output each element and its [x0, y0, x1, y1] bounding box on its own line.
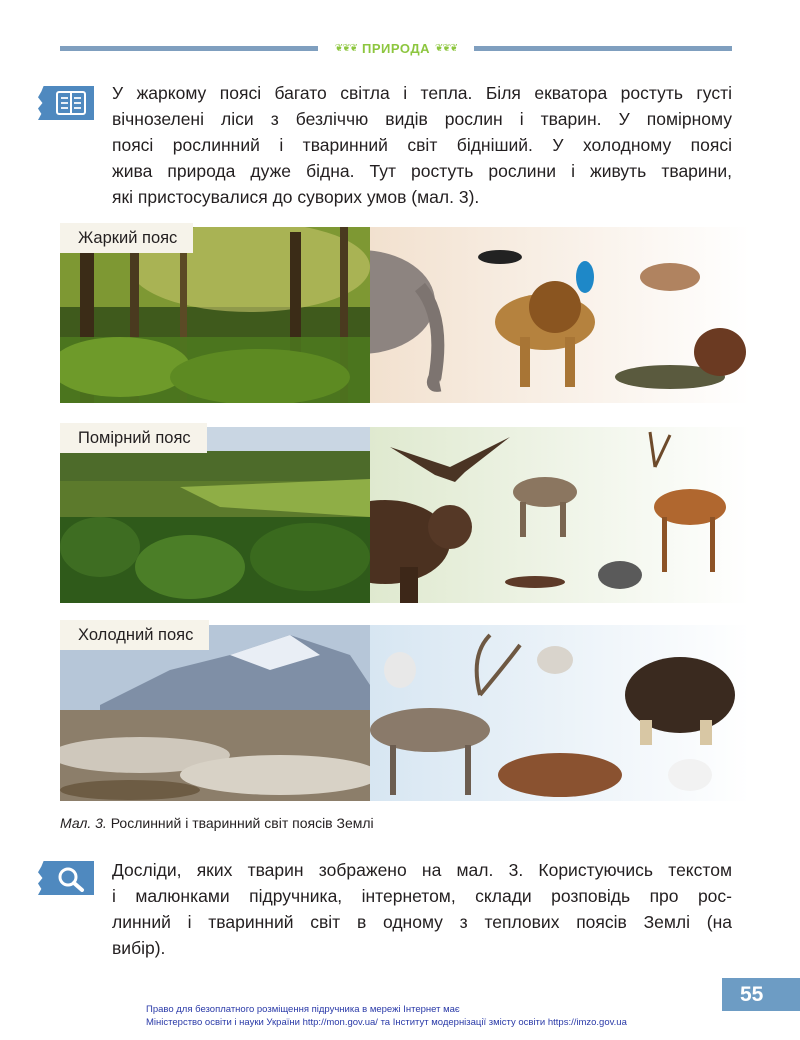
magnifier-icon — [38, 861, 94, 895]
temperate-forest-image — [60, 427, 370, 603]
leaf-ornament-left: ❦❦❦ — [334, 42, 358, 54]
cold-animals-image — [370, 625, 750, 801]
intro-line: які пристосувалися до суворих умов (мал. 3). — [112, 187, 480, 207]
task-line: Досліди, яких тварин зображено на мал. 3. Користуючись текстом — [112, 860, 732, 880]
intro-line: жива природа дуже бідна. Тут ростуть рослини і живуть тварини, — [112, 161, 732, 181]
figure-caption — [60, 815, 374, 831]
section-header — [318, 38, 474, 58]
band-label-cold: Холодний пояс — [60, 620, 209, 650]
task-line: линний і тваринний світ в одному з теплових поясів Землі (на — [112, 912, 732, 932]
band-label-temperate: Помірний пояс — [60, 423, 207, 453]
copyright-footer — [146, 1003, 627, 1029]
intro-line: поясі рослинний і тваринний світ бідніший. У холодному поясі — [112, 135, 732, 155]
intro-line: вічнозелені ліси з безліччю видів рослин і тварин. У помірному — [112, 109, 732, 129]
page-number: 55 — [722, 978, 800, 1011]
task-line: вибір). — [112, 938, 166, 958]
section-title: ПРИРОДА — [362, 40, 430, 56]
intro-line: У жаркому поясі багато світла і тепла. Біля екватора ростуть густі — [112, 83, 732, 103]
tundra-image — [60, 625, 370, 801]
hot-zone-photo — [60, 227, 750, 403]
task-line: і малюнками підручника, інтернетом, склади розповідь про рос- — [112, 886, 732, 906]
band-label-hot: Жаркий пояс — [60, 223, 193, 253]
temperate-zone-photo — [60, 427, 750, 603]
rainforest-image — [60, 227, 370, 403]
intro-paragraph — [112, 80, 732, 210]
task-paragraph — [112, 857, 732, 961]
leaf-ornament-right: ❦❦❦ — [434, 42, 458, 54]
footer-line-1: Право для безоплатного розміщення підручника в мережі Інтернет має — [146, 1004, 460, 1015]
book-icon — [38, 86, 94, 120]
cold-zone-photo — [60, 625, 750, 801]
footer-line-2: Міністерство освіти і науки України http://mon.gov.ua/ та Інститут модернізації змісту освіти https://imzo.gov.ua — [146, 1017, 627, 1028]
tropical-animals-image — [370, 227, 750, 403]
caption-number: Мал. 3. — [60, 815, 107, 831]
temperate-animals-image — [370, 427, 750, 603]
caption-text: Рослинний і тваринний світ поясів Землі — [106, 815, 374, 831]
